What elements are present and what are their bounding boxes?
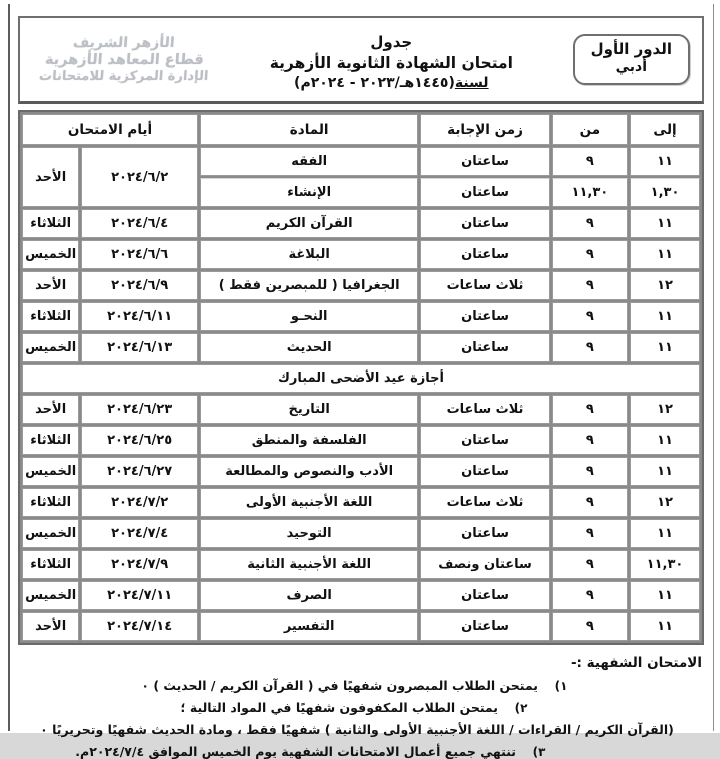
cell-time-from: ٩ bbox=[552, 488, 628, 517]
header-duration: زمن الإجابة bbox=[420, 114, 549, 145]
cell-date: ٢٠٢٤/٦/٤ bbox=[81, 209, 198, 238]
table-body bbox=[22, 147, 700, 641]
table-row bbox=[22, 519, 700, 548]
cell-day: الخميس bbox=[22, 457, 79, 486]
cell-day: الثلاثاء bbox=[22, 426, 79, 455]
cell-time-to: ١١ bbox=[630, 581, 700, 610]
cell-duration: ثلاث ساعات bbox=[420, 488, 549, 517]
table-row bbox=[22, 426, 700, 455]
title-line-3 bbox=[294, 75, 489, 91]
cell-day: الأحد bbox=[22, 271, 79, 300]
title-year-prefix: لسنة bbox=[454, 74, 489, 91]
table-header-row bbox=[22, 114, 700, 145]
title-line-1: جدول bbox=[370, 32, 413, 51]
note-number: ١) bbox=[554, 679, 568, 693]
cell-day: الثلاثاء bbox=[22, 550, 79, 579]
cell-time-to: ١٢ bbox=[630, 395, 700, 424]
cell-time-from: ٩ bbox=[552, 457, 628, 486]
cell-time-to: ١١ bbox=[630, 147, 700, 176]
badge-branch-label: أدبي bbox=[615, 59, 648, 76]
cell-date: ٢٠٢٤/٦/٩ bbox=[81, 271, 198, 300]
title-year-value: (١٤٤٥هـ/٢٠٢٣ - ٢٠٢٤م) bbox=[294, 74, 455, 91]
cell-time-from: ٩ bbox=[552, 581, 628, 610]
cell-duration: ساعتان bbox=[420, 209, 549, 238]
cell-duration: ساعتان bbox=[420, 147, 549, 176]
holiday-row bbox=[22, 364, 700, 393]
cell-date: ٢٠٢٤/٦/١٣ bbox=[81, 333, 198, 362]
cell-duration: ساعتان bbox=[420, 426, 549, 455]
badge-round-label: الدور الأول bbox=[590, 40, 672, 59]
oral-exam-notes bbox=[22, 655, 702, 759]
note-item bbox=[22, 678, 702, 693]
note-item bbox=[22, 700, 702, 715]
cell-date: ٢٠٢٤/٧/٩ bbox=[81, 550, 198, 579]
cell-date: ٢٠٢٤/٦/١١ bbox=[81, 302, 198, 331]
table-row bbox=[22, 581, 700, 610]
cell-day: الخميس bbox=[22, 519, 79, 548]
cell-subject: اللغة الأجنبية الثانية bbox=[200, 550, 418, 579]
cell-subject: التوحيد bbox=[200, 519, 418, 548]
cell-date: ٢٠٢٤/٧/٢ bbox=[81, 488, 198, 517]
table-row bbox=[22, 488, 700, 517]
exam-schedule-table bbox=[18, 110, 704, 645]
cell-subject: اللغة الأجنبية الأولى bbox=[200, 488, 418, 517]
cell-day: الخميس bbox=[22, 333, 79, 362]
title-line-2: امتحان الشهادة الثانوية الأزهرية bbox=[269, 53, 513, 72]
cell-time-to: ١١ bbox=[630, 209, 700, 238]
cell-duration: ساعتان bbox=[420, 581, 549, 610]
table-row bbox=[22, 271, 700, 300]
cell-duration: ساعتان bbox=[420, 178, 549, 207]
cell-time-from: ١١,٣٠ bbox=[552, 178, 628, 207]
cell-subject: التاريخ bbox=[200, 395, 418, 424]
document-title-block bbox=[222, 18, 561, 101]
cell-subject: النحـو bbox=[200, 302, 418, 331]
cell-time-to: ١٢ bbox=[630, 488, 700, 517]
header-from: من bbox=[552, 114, 628, 145]
cell-day: الثلاثاء bbox=[22, 302, 79, 331]
header-to: إلى bbox=[630, 114, 700, 145]
cell-duration: ساعتان bbox=[420, 457, 549, 486]
cell-time-to: ١١ bbox=[630, 240, 700, 269]
cell-day: الخميس bbox=[22, 240, 79, 269]
logo-line-2: قطاع المعاهد الأزهرية bbox=[44, 52, 204, 68]
cell-time-to: ١٢ bbox=[630, 271, 700, 300]
table-row bbox=[22, 457, 700, 486]
header-exam-days: أيام الامتحان bbox=[22, 114, 198, 145]
table-row bbox=[22, 550, 700, 579]
cell-subject: الجغرافيا ( للمبصرين فقط ) bbox=[200, 271, 418, 300]
cell-time-to: ١١ bbox=[630, 612, 700, 641]
cell-date: ٢٠٢٤/٦/٢٧ bbox=[81, 457, 198, 486]
cell-time-to: ١١,٣٠ bbox=[630, 550, 700, 579]
cell-day: الخميس bbox=[22, 581, 79, 610]
cell-duration: ساعتان bbox=[420, 333, 549, 362]
cell-time-from: ٩ bbox=[552, 550, 628, 579]
cell-date: ٢٠٢٤/٧/١١ bbox=[81, 581, 198, 610]
cell-day: الأحد bbox=[22, 395, 79, 424]
logo-line-1: الأزهر الشريف bbox=[72, 35, 176, 51]
note-continuation-text: (القرآن الكريم / القراءات / اللغة الأجنبية الأولى والثانية ) شفهيًا فقط ، ومادة الحديث شفهيًا وتحريريًا ٠ bbox=[40, 722, 674, 737]
cell-duration: ثلاث ساعات bbox=[420, 395, 549, 424]
cell-duration: ساعتان ونصف bbox=[420, 550, 549, 579]
cell-time-to: ١١ bbox=[630, 333, 700, 362]
cell-time-from: ٩ bbox=[552, 395, 628, 424]
cell-time-to: ١١ bbox=[630, 519, 700, 548]
cell-date: ٢٠٢٤/٧/٤ bbox=[81, 519, 198, 548]
cell-date: ٢٠٢٤/٧/١٤ bbox=[81, 612, 198, 641]
cell-duration: ساعتان bbox=[420, 240, 549, 269]
table-row bbox=[22, 240, 700, 269]
azhar-logo bbox=[20, 18, 222, 101]
note-text: يمتحن الطلاب المكفوفون شفهيًا في المواد التالية ؛ bbox=[180, 700, 498, 715]
table-row bbox=[22, 147, 700, 176]
notes-title: الامتحان الشفهية :- bbox=[570, 655, 702, 671]
note-text: تنتهي جميع أعمال الامتحانات الشفهية يوم الخميس الموافق ٢٠٢٤/٧/٤م. bbox=[75, 744, 516, 759]
cell-duration: ساعتان bbox=[420, 612, 549, 641]
cell-time-from: ٩ bbox=[552, 612, 628, 641]
table-row bbox=[22, 333, 700, 362]
cell-subject: الحديث bbox=[200, 333, 418, 362]
cell-subject: الفقه bbox=[200, 147, 418, 176]
cell-duration: ساعتان bbox=[420, 519, 549, 548]
cell-time-to: ١١ bbox=[630, 426, 700, 455]
cell-day: الثلاثاء bbox=[22, 209, 79, 238]
round-badge-wrapper bbox=[561, 18, 702, 101]
cell-day: الثلاثاء bbox=[22, 488, 79, 517]
cell-time-from: ٩ bbox=[552, 302, 628, 331]
logo-line-3: الإدارة المركزية للامتحانات bbox=[38, 69, 210, 84]
cell-subject: الصرف bbox=[200, 581, 418, 610]
note-number: ٣) bbox=[532, 745, 546, 759]
table-row bbox=[22, 209, 700, 238]
cell-subject: الأدب والنصوص والمطالعة bbox=[200, 457, 418, 486]
document-header bbox=[18, 16, 704, 104]
cell-day: الأحد bbox=[22, 147, 79, 207]
cell-time-from: ٩ bbox=[552, 519, 628, 548]
cell-time-from: ٩ bbox=[552, 209, 628, 238]
table-row bbox=[22, 395, 700, 424]
cell-time-from: ٩ bbox=[552, 147, 628, 176]
cell-date: ٢٠٢٤/٦/٦ bbox=[81, 240, 198, 269]
cell-time-from: ٩ bbox=[552, 333, 628, 362]
cell-time-from: ٩ bbox=[552, 426, 628, 455]
cell-date: ٢٠٢٤/٦/٢٣ bbox=[81, 395, 198, 424]
table-row bbox=[22, 612, 700, 641]
cell-subject: القرآن الكريم bbox=[200, 209, 418, 238]
cell-subject: التفسير bbox=[200, 612, 418, 641]
cell-date: ٢٠٢٤/٦/٢٥ bbox=[81, 426, 198, 455]
cell-subject: الإنشاء bbox=[200, 178, 418, 207]
cell-date: ٢٠٢٤/٦/٢ bbox=[81, 147, 198, 207]
cell-time-from: ٩ bbox=[552, 271, 628, 300]
cell-subject: الفلسفة والمنطق bbox=[200, 426, 418, 455]
table-row bbox=[22, 302, 700, 331]
cell-time-to: ١١ bbox=[630, 302, 700, 331]
cell-time-to: ١١ bbox=[630, 457, 700, 486]
cell-time-to: ١,٣٠ bbox=[630, 178, 700, 207]
header-subject: المادة bbox=[200, 114, 418, 145]
table-header bbox=[22, 114, 700, 145]
cell-day: الأحد bbox=[22, 612, 79, 641]
holiday-cell: أجازة عيد الأضحى المبارك bbox=[22, 364, 700, 393]
cell-duration: ساعتان bbox=[420, 302, 549, 331]
note-item bbox=[22, 744, 702, 759]
cell-subject: البلاغة bbox=[200, 240, 418, 269]
note-text: يمتحن الطلاب المبصرون شفهيًا في ( القرآن الكريم / الحديث ) ٠ bbox=[141, 678, 538, 693]
cell-duration: ثلاث ساعات bbox=[420, 271, 549, 300]
note-number: ٢) bbox=[514, 701, 528, 715]
cell-time-from: ٩ bbox=[552, 240, 628, 269]
round-badge bbox=[573, 34, 690, 84]
